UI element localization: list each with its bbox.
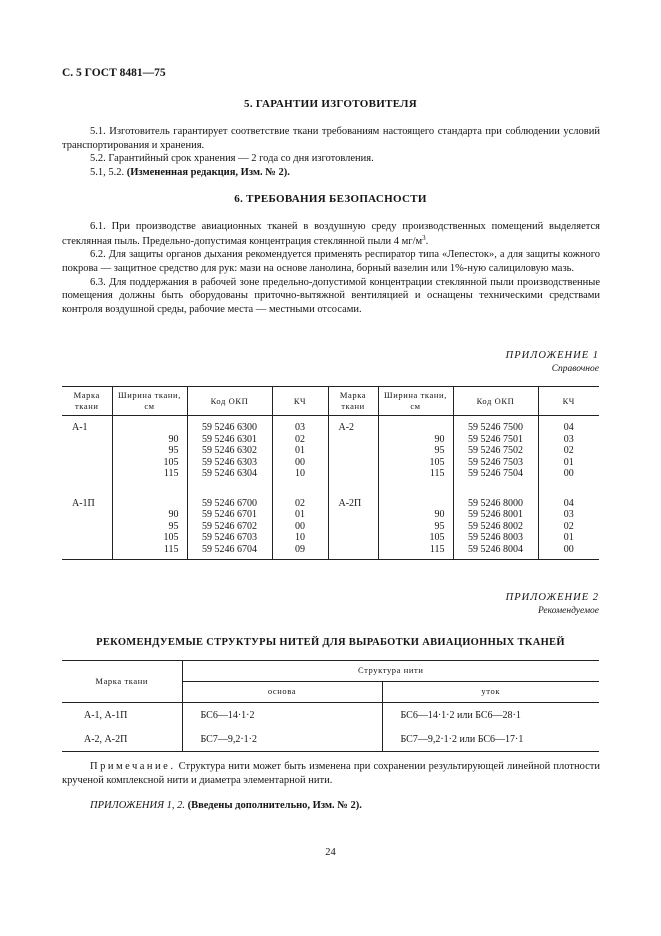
appendix-2-subtitle: Рекомендуемое xyxy=(537,605,599,616)
cell-width: 90 xyxy=(112,434,187,446)
cell-mark: А-1П xyxy=(72,497,95,509)
cell-okp-code: 59 5246 6703 xyxy=(187,532,272,544)
table-row xyxy=(62,492,599,510)
col-header-structure: Структура нити xyxy=(182,661,599,682)
col-header: Ширина ткани, см xyxy=(378,387,453,416)
cell-kch: 00 xyxy=(272,521,328,533)
cell-okp-code: 59 5246 8004 xyxy=(453,544,538,560)
cell-mark xyxy=(328,532,378,544)
cell-mark xyxy=(328,509,378,521)
cell-mark: А-2П xyxy=(328,492,378,510)
footer-note: (Введены дополнительно, Изм. № 2). xyxy=(184,800,362,811)
cell-okp-code: 59 5246 6303 xyxy=(187,457,272,469)
cell-okp-code: 59 5246 8001 xyxy=(453,509,538,521)
cell-mark xyxy=(62,434,112,446)
cell-width: 90 xyxy=(378,509,453,521)
cell-kch: 02 xyxy=(272,492,328,510)
cell-mark xyxy=(328,457,378,469)
cell-okp-code: 59 5246 6304 xyxy=(187,468,272,480)
cell-mark xyxy=(62,532,112,544)
cell-kch: 03 xyxy=(538,434,599,446)
cell-mark: А-1, А-1П xyxy=(84,709,128,721)
appendix-footer xyxy=(62,799,600,813)
cell-width: 115 xyxy=(378,544,453,560)
cell-okp-code: 59 5246 6301 xyxy=(187,434,272,446)
cell-kch: 01 xyxy=(538,457,599,469)
cell-okp-code: 59 5246 6300 xyxy=(187,416,272,434)
amend-ref: 5.1, 5.2. xyxy=(90,166,125,178)
table-row xyxy=(62,727,599,752)
section-5-body xyxy=(62,125,600,180)
cell-mark xyxy=(328,544,378,560)
cell-kch: 10 xyxy=(272,532,328,544)
appendix-1-title: ПРИЛОЖЕНИЕ 1 xyxy=(505,350,599,361)
table-note xyxy=(62,760,600,787)
cell-okp-code: 59 5246 6701 xyxy=(187,509,272,521)
cell-okp-code: 59 5246 7503 xyxy=(453,457,538,469)
note-label: Примечание. xyxy=(90,761,176,772)
col-header: Код ОКП xyxy=(453,387,538,416)
col-header: Марка ткани xyxy=(328,387,378,416)
table-header-row xyxy=(62,661,599,682)
table-row xyxy=(62,509,599,521)
col-header: КЧ xyxy=(538,387,599,416)
cell-mark xyxy=(328,521,378,533)
cell-mark xyxy=(62,468,112,480)
col-header-mark: Марка ткани xyxy=(62,661,182,703)
cell-weft: БС6—14·1·2 или БС6—28·1 xyxy=(382,703,599,728)
paragraph-5-1: 5.1. Изготовитель гарантирует соответствие ткани требованиям настоящего стандарта при соблюдении условий транспортирования и хранения. xyxy=(62,126,600,151)
cell-okp-code: 59 5246 8003 xyxy=(453,532,538,544)
thread-structures-title: РЕКОМЕНДУЕМЫЕ СТРУКТУРЫ НИТЕЙ ДЛЯ ВЫРАБОТКИ АВИАЦИОННЫХ ТКАНЕЙ xyxy=(96,637,565,648)
col-header: Ширина ткани, см xyxy=(112,387,187,416)
cell-mark xyxy=(62,457,112,469)
col-header: КЧ xyxy=(272,387,328,416)
cell-width: 95 xyxy=(378,445,453,457)
cell-kch: 02 xyxy=(538,521,599,533)
section-5-title: 5. ГАРАНТИИ ИЗГОТОВИТЕЛЯ xyxy=(244,98,417,110)
cell-width: 105 xyxy=(378,532,453,544)
cell-width xyxy=(378,492,453,510)
cell-kch: 00 xyxy=(538,544,599,560)
table-row xyxy=(62,532,599,544)
appendix-2-heading xyxy=(506,591,599,617)
paragraph-5-amend xyxy=(62,166,600,180)
cell-kch: 02 xyxy=(538,445,599,457)
col-header: Марка ткани xyxy=(73,390,100,411)
spacer-cell xyxy=(328,480,378,492)
page-header: С. 5 ГОСТ 8481—75 xyxy=(62,67,166,79)
table-row xyxy=(62,521,599,533)
cell-mark xyxy=(62,521,112,533)
amend-note: (Измененная редакция, Изм. № 2). xyxy=(126,166,290,178)
cell-okp-code: 59 5246 8002 xyxy=(453,521,538,533)
cell-width: 105 xyxy=(112,532,187,544)
cell-kch: 01 xyxy=(538,532,599,544)
cell-width xyxy=(378,416,453,434)
cell-kch: 00 xyxy=(272,457,328,469)
cell-width: 90 xyxy=(112,509,187,521)
spacer-cell xyxy=(538,480,599,492)
spacer-cell xyxy=(112,480,187,492)
cell-mark: А-2, А-2П xyxy=(62,727,182,752)
cell-width: 115 xyxy=(112,544,187,560)
cell-kch: 02 xyxy=(272,434,328,446)
table-row xyxy=(62,416,599,434)
paragraph-6-3: 6.3. Для поддержания в рабочей зоне предельно-допустимой концентрации стеклянной пыли производственные помещения должны быть оборудованы приточно-вытяжной вентиляцией и оснащены техническими средствами контроля воздушной среды, рабочие места — местными отсосами. xyxy=(62,276,600,315)
cell-kch: 04 xyxy=(538,416,599,434)
cell-okp-code: 59 5246 7500 xyxy=(453,416,538,434)
cell-width xyxy=(112,416,187,434)
section-6-title: 6. ТРЕБОВАНИЯ БЕЗОПАСНОСТИ xyxy=(234,193,427,205)
col-header: Код ОКП xyxy=(187,387,272,416)
table-header-row xyxy=(62,387,599,416)
spacer-cell xyxy=(272,480,328,492)
cell-kch: 04 xyxy=(538,492,599,510)
spacer-cell xyxy=(187,480,272,492)
cell-okp-code: 59 5246 6704 xyxy=(187,544,272,560)
cell-width: 115 xyxy=(112,468,187,480)
table-row xyxy=(62,703,599,728)
cell-width xyxy=(112,492,187,510)
cell-mark xyxy=(328,434,378,446)
cell-kch: 01 xyxy=(272,509,328,521)
cell-weft: БС7—9,2·1·2 или БС6—17·1 xyxy=(382,727,599,752)
table-row xyxy=(62,457,599,469)
thread-structure-table xyxy=(62,660,599,752)
cell-okp-code: 59 5246 8000 xyxy=(453,492,538,510)
cell-mark xyxy=(62,509,112,521)
group-spacer xyxy=(62,480,599,492)
col-header-weft: уток xyxy=(382,682,599,703)
cell-warp: БС7—9,2·1·2 xyxy=(182,727,382,752)
paragraph-5-2: 5.2. Гарантийный срок хранения — 2 года со дня изготовления. xyxy=(90,153,374,165)
cell-mark xyxy=(328,445,378,457)
table-row xyxy=(62,445,599,457)
appendix-2-title: ПРИЛОЖЕНИЕ 2 xyxy=(505,592,599,603)
col-header-warp: основа xyxy=(182,682,382,703)
cell-width: 95 xyxy=(378,521,453,533)
appendix-1-subtitle: Справочное xyxy=(551,363,599,374)
cell-width: 95 xyxy=(112,521,187,533)
cell-kch: 03 xyxy=(538,509,599,521)
section-6-body xyxy=(62,220,600,316)
footer-ref: ПРИЛОЖЕНИЯ 1, 2. xyxy=(90,800,185,811)
cell-okp-code: 59 5246 7501 xyxy=(453,434,538,446)
paragraph-6-2: 6.2. Для защиты органов дыхания рекомендуется применять респиратор типа «Лепесток», а для защиты кожного покрова — защитное средство для рук: мази на основе ланолина, борный вазелин или 1%-ную салициловую мазь. xyxy=(62,249,600,274)
cell-width: 90 xyxy=(378,434,453,446)
cell-okp-code: 59 5246 7502 xyxy=(453,445,538,457)
spacer-cell xyxy=(62,480,112,492)
cell-warp: БС6—14·1·2 xyxy=(182,703,382,728)
cell-width: 95 xyxy=(112,445,187,457)
cell-kch: 01 xyxy=(272,445,328,457)
cell-kch: 09 xyxy=(272,544,328,560)
cell-width: 105 xyxy=(378,457,453,469)
cell-okp-code: 59 5246 6302 xyxy=(187,445,272,457)
cell-kch: 10 xyxy=(272,468,328,480)
note-text: Структура нити может быть изменена при сохранении результирующей линейной плотности крученой комплексной нити и диаметра элементарной нити. xyxy=(62,761,600,786)
spacer-cell xyxy=(453,480,538,492)
cell-mark: А-1 xyxy=(72,422,88,433)
paragraph-6-1 xyxy=(62,220,600,248)
cell-kch: 03 xyxy=(272,416,328,434)
appendix-1-heading xyxy=(506,349,599,375)
cell-mark xyxy=(62,445,112,457)
page-number: 24 xyxy=(325,847,336,858)
cell-kch: 00 xyxy=(538,468,599,480)
table-row xyxy=(62,468,599,480)
cell-mark: А-2 xyxy=(328,416,378,434)
superscript: 3 xyxy=(422,233,426,242)
cell-okp-code: 59 5246 7504 xyxy=(453,468,538,480)
cell-width: 105 xyxy=(112,457,187,469)
cell-okp-code: 59 5246 6700 xyxy=(187,492,272,510)
cell-mark xyxy=(62,544,112,560)
spacer-cell xyxy=(378,480,453,492)
cell-okp-code: 59 5246 6702 xyxy=(187,521,272,533)
table-row xyxy=(62,434,599,446)
cell-width: 115 xyxy=(378,468,453,480)
table-row xyxy=(62,544,599,560)
paragraph-6-1-end: . xyxy=(425,235,429,247)
cell-mark xyxy=(328,468,378,480)
paragraph-6-1-text: 6.1. При производстве авиационных тканей в воздушную среду производственных помещений выделяется стеклянная пыль. Предельно-допустимая концентрация стеклянной пыли 4 мг/м xyxy=(62,221,600,247)
okp-code-table xyxy=(62,386,599,560)
